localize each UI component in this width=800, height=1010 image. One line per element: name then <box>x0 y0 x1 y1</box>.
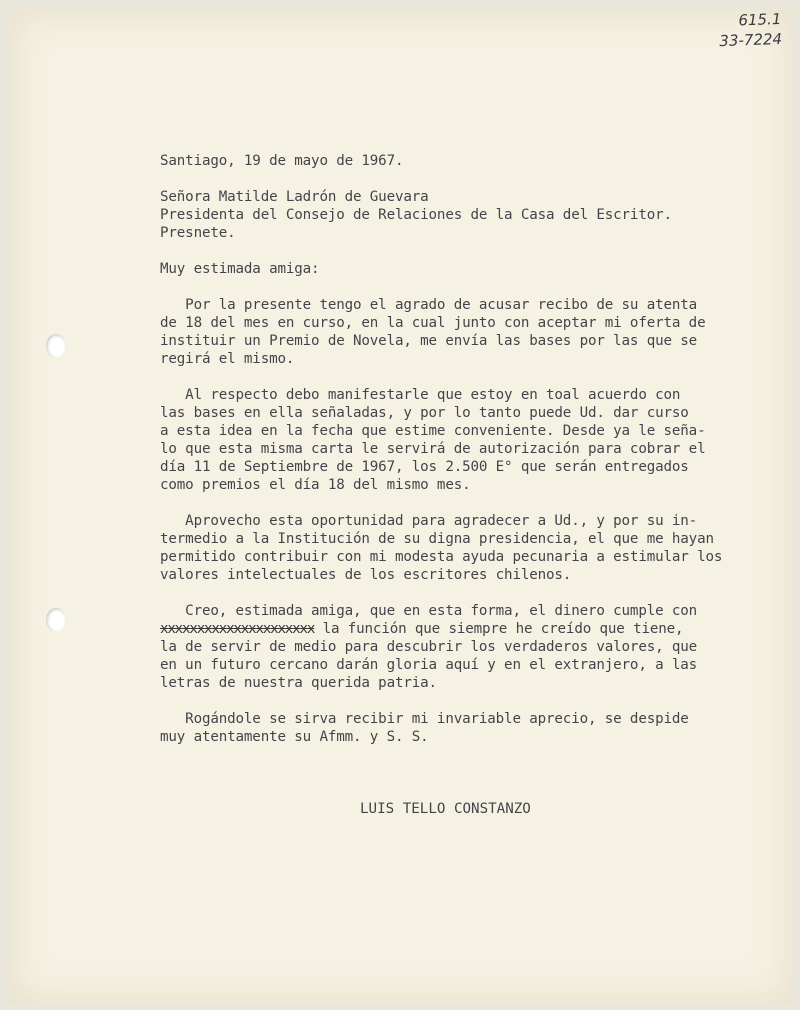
paragraph-line: la de servir de medio para descubrir los verdaderos valores, que <box>160 639 698 655</box>
paragraph-line: a esta idea en la fecha que estime conveniente. Desde ya le seña- <box>160 423 706 439</box>
paragraph-1 <box>160 296 792 368</box>
paragraph-2 <box>160 386 792 494</box>
archive-code-2: 33-7224 <box>719 29 783 51</box>
recipient-block <box>160 188 792 242</box>
paragraph-line: de 18 del mes en curso, en la cual junto con aceptar mi oferta de <box>160 315 706 331</box>
paragraph-line: en un futuro cercano darán gloria aquí y en el extranjero, a las <box>160 657 698 673</box>
closing-line: Rogándole se sirva recibir mi invariable aprecio, se despide <box>160 711 689 727</box>
archive-reference <box>719 9 783 51</box>
paragraph-line: instituir un Premio de Novela, me envía las bases por las que se <box>160 333 698 349</box>
paragraph-line: como premios el día 18 del mismo mes. <box>160 477 471 493</box>
paragraph-line: día 11 de Septiembre de 1967, los 2.500 E° que serán entregados <box>160 459 689 475</box>
date-line: Santiago, 19 de mayo de 1967. <box>160 153 404 169</box>
paragraph-3 <box>160 512 792 584</box>
salutation: Muy estimada amiga: <box>160 261 320 277</box>
closing-line: muy atentamente su Afmm. y S. S. <box>160 729 429 745</box>
recipient-name: Señora Matilde Ladrón de Guevara <box>160 189 429 205</box>
paragraph-line-with-strikeout <box>160 620 792 638</box>
recipient-presence: Presnete. <box>160 225 236 241</box>
paragraph-line: termedio a la Institución de su digna presidencia, el que me hayan <box>160 531 714 547</box>
letter-body <box>160 152 792 818</box>
paragraph-line: Al respecto debo manifestarle que estoy en toal acuerdo con <box>160 387 681 403</box>
recipient-title: Presidenta del Consejo de Relaciones de la Casa del Escritor. <box>160 207 672 223</box>
archive-code-1: 615.1 <box>738 9 782 30</box>
punch-hole-lower <box>46 608 66 632</box>
paragraph-4 <box>160 602 792 692</box>
paragraph-line: valores intelectuales de los escritores chilenos. <box>160 567 572 583</box>
paragraph-line-rest: la función que siempre he creído que tiene, <box>314 621 684 637</box>
paragraph-line: lo que esta misma carta le servirá de autorización para cobrar el <box>160 441 706 457</box>
paragraph-line: letras de nuestra querida patria. <box>160 675 437 691</box>
paragraph-line: regirá el mismo. <box>160 351 295 367</box>
closing <box>160 710 792 746</box>
paragraph-line: permitido contribuir con mi modesta ayuda pecunaria a estimular los <box>160 549 723 565</box>
paragraph-line: las bases en ella señaladas, y por lo tanto puede Ud. dar curso <box>160 405 689 421</box>
struck-out-text: xxxxxxxxxxxxxxxxxxxxx <box>160 621 315 637</box>
punch-hole-upper <box>46 334 66 358</box>
paragraph-line: Por la presente tengo el agrado de acusar recibo de su atenta <box>160 297 698 313</box>
paragraph-line: Creo, estimada amiga, que en esta forma, el dinero cumple con <box>160 603 698 619</box>
signature-name: LUIS TELLO CONSTANZO <box>360 801 531 817</box>
paragraph-line: Aprovecho esta oportunidad para agradecer a Ud., y por su in- <box>160 513 698 529</box>
